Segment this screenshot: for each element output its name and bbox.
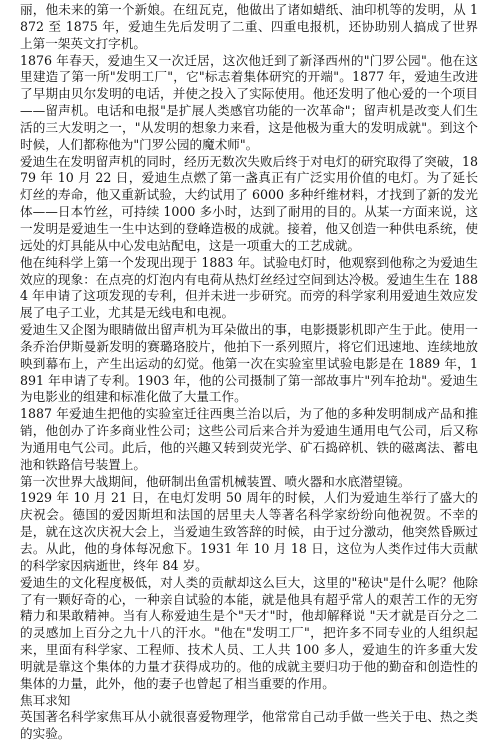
paragraph-west-orange: 1887 年爱迪生把他的实验室迁往西奥兰治以后，为了他的多种发明制成产品和推销，他创办了许多商业性公司；这些公司后来合并为爱迪生通用电气公司，后又称为通用电气公司。此后，他的兴趣又转到荧光学、矿石捣碎机、铁的磁离法、蓄电池和铁路信号装置上。: [20, 406, 478, 472]
paragraph-motion-picture: 爱迪生又企图为眼睛做出留声机为耳朵做出的事，电影摄影机即产生于此。使用一条乔治伊斯曼新发明的赛璐珞胶片，他拍下一系列照片，将它们迅速地、连续地放映到幕布上，产生出运动的幻觉。他第一次在实验室里试验电影是在 1889 年，1891 年申请了专利。1903 年，他的公司摄制了第一部故事片"列车抢劫"。爱迪生为电影业的组建和标准化做了大量工作。: [20, 322, 478, 405]
paragraph-world-war: 第一次世界大战期间，他研制出鱼雷机械装置、喷火器和水底潜望镜。: [20, 473, 411, 489]
paragraph-electric-light: 爱迪生在发明留声机的同时，经历无数次失败后终于对电灯的研究取得了突破，1879 年 10 月 22 日，爱迪生点燃了第一盏真正有广泛实用价值的电灯。为了延长灯丝的寿命，他又重新试验，大约试用了 6000 多种纤维材料，才找到了新的发光体——日本竹丝，可持续 1000 多小时，达到了耐用的目的。从某一方面来说，这一发明是爱迪生一生中达到的登峰造极的成就。接着，他又创造一种供电系统，使远处的灯具能从中心发电站配电，这是一项重大的工艺成就。: [20, 153, 478, 253]
paragraph-edison-effect: 他在纯科学上第一个发现出现于 1883 年。试验电灯时，他观察到他称之为爱迪生效应的现象：在点亮的灯泡内有电荷从热灯丝经过空间到达冷极。爱迪生生在 1884 年申请了这项发现的专利，但并未进一步研究。而旁的科学家利用爱迪生效应发展了电子工业，尤其是无线电和电视。: [20, 254, 478, 321]
section-heading-joule: 焦耳求知: [20, 692, 71, 708]
paragraph-menlo-park: 1876 年春天，爱迪生又一次迁居，这次他迁到了新泽西州的"门罗公园"。他在这里建造了第一所"发明工厂"，它"标志着集体研究的开端"。1877 年，爱迪生改进了早期由贝尔发明的电话，并使之投入了实际使用。他还发明了他心爱的一个项目——留声机。电话和电报"是扩展人类感官功能的一次革命"；留声机是改变人们生活的三大发明之一，"从发明的想象力来看，这是他极为重大的发明成就"。到这个时候，人们都称他为"门罗公园的魔术师"。: [20, 52, 478, 152]
paragraph-secret-of-success: 爱迪生的文化程度极低，对人类的贡献却这么巨大，这里的"秘诀"是什么呢？他除了有一颗好奇的心，一种亲自试验的本能，就是他具有超乎常人的艰苦工作的无穷精力和果敢精神。当有人称爱迪生是个"天才"时，他却解释说 "天才就是百分之二的灵感加上百分之九十八的汗水。"他在"发明工厂"，把许多不同专业的人组织起来，里面有科学家、工程师、技术人员、工人共 100 多人，爱迪生的许多重大发明就是靠这个集体的力量才获得成功的。他的成就主要归功于他的勤奋和创造性的集体的力量，此外，他的妻子也曾起了相当重要的作用。: [20, 574, 478, 691]
paragraph-joule-intro: 英国著名科学家焦耳从小就很喜爱物理学，他常常自己动手做一些关于电、热之类的实验。: [20, 709, 478, 742]
paragraph-inventions-newark: 丽，他未来的第一个新娘。在纽瓦克，他做出了诸如蜡纸、油印机等的发明，从 1872 至 1875 年，爱迪生先后发明了二重、四重电报机，还协助别人搞成了世界上第一架英文打字机。: [20, 2, 478, 51]
paragraph-celebration-death: 1929 年 10 月 21 日，在电灯发明 50 周年的时候，人们为爱迪生举行了盛大的庆祝会。德国的爱因斯坦和法国的居里夫人等著名科学家纷纷向他祝贺。不幸的是，就在这次庆祝大会上，当爱迪生致答辞的时候，由于过分激动，他突然昏厥过去。从此，他的身体每况愈下。1931 年 10 月 18 日，这位为人类作过伟大贡献的科学家因病逝世，终年 84 岁。: [20, 490, 478, 573]
